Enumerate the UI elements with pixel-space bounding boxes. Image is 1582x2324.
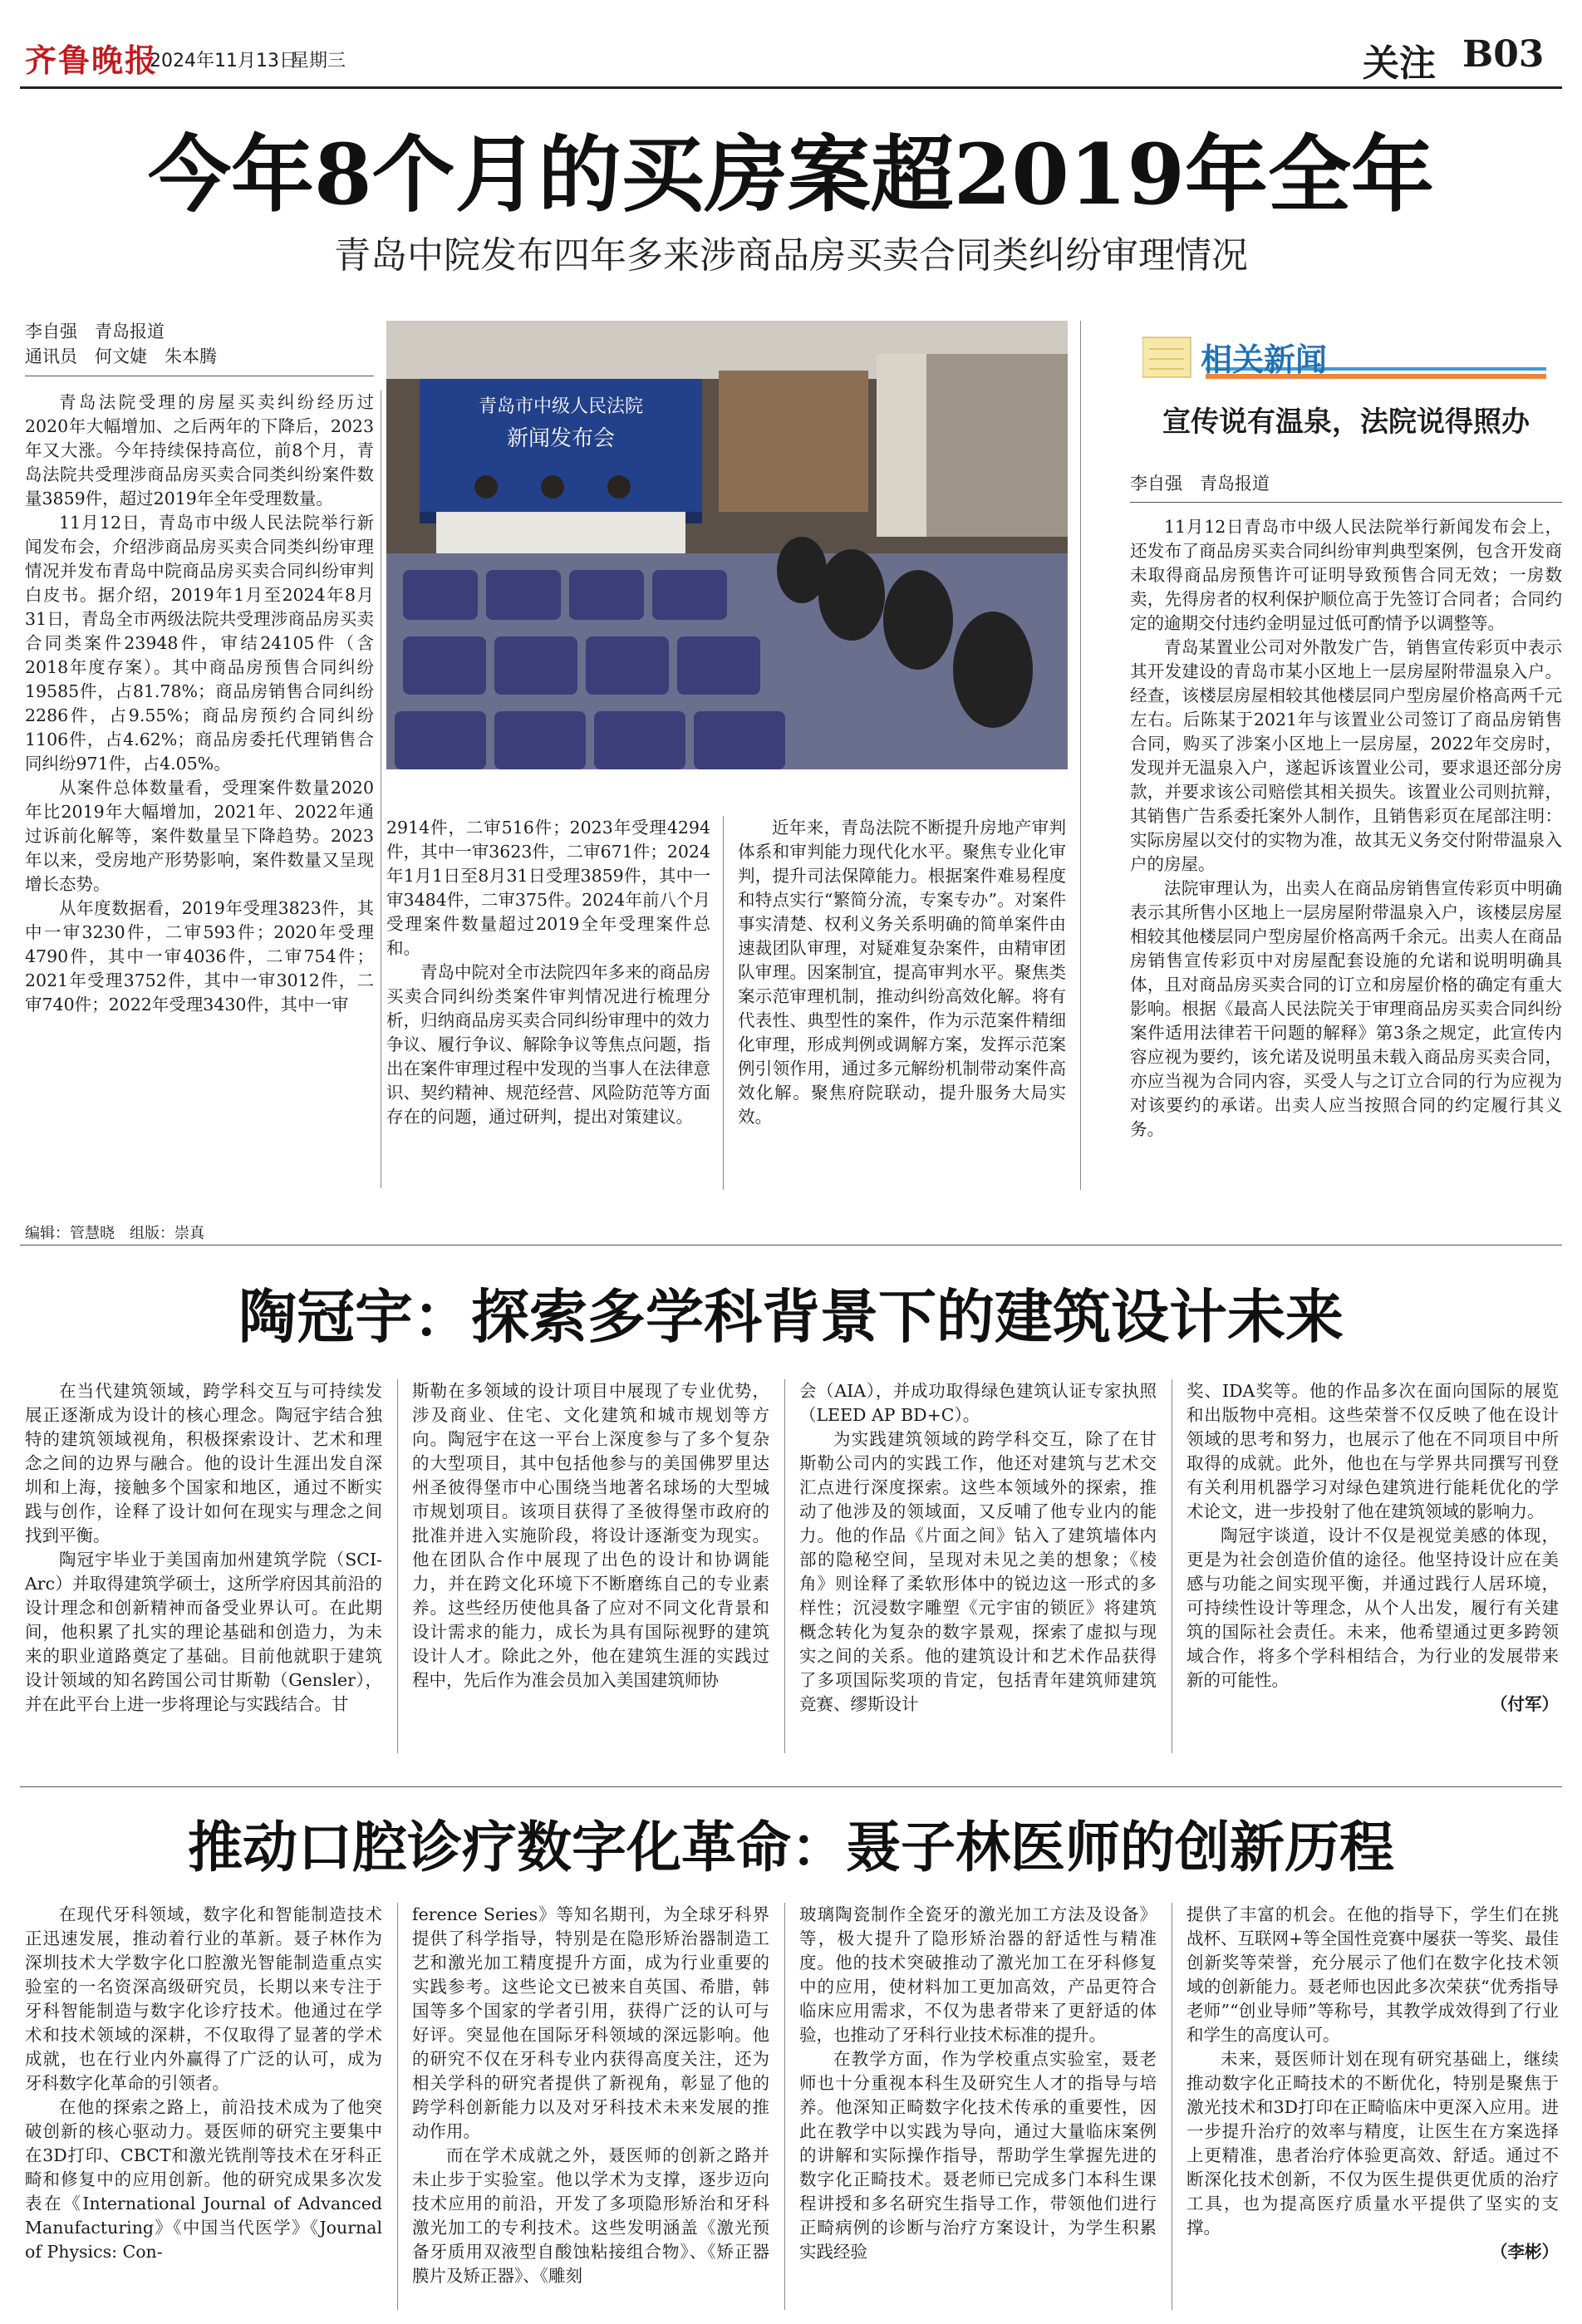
lead-col3-p1: 近年来，青岛法院不断提升房地产审判体系和审判能力现代化水平。聚焦专业化审判，提升司法保障能力。根据案件难易程度和特点实行“繁简分流，专案专办”。对案件事实清楚、权利义务关系明确的简单案件由速裁团队审理，对疑难复杂案件，由精审团队审理。因案制宜，提高审判水平。聚焦类案示范审理机制，推动纠纷高效化解。将有代表性、典型性的案件，作为示范案件精细化审理，形成判例或调解方案，发挥示范案例引领作用，通过多元解纷机制带动案件高效化解。聚焦府院联动，提升服务大局实效。 [738,818,1066,1127]
article2-col4-p1: 奖、IDA奖等。他的作品多次在面向国际的展览和出版物中亮相。这些荣誉不仅反映了他在设计领域的思考和努力，也展示了他在不同项目中所取得的成就。此外，他也在与学界共同撰写刊登有关利用机器学习对绿色建筑进行能耗优化的学术论文，进一步投射了他在建筑领域的影响力。 [1186,1381,1559,1521]
article3-col3-p2: 在教学方面，作为学校重点实验室，聂老师也十分重视本科生及研究生人才的指导与培养。他深知正畸数字化技术传承的重要性，因此在教学中以实践为导向，通过大量临床案例的讲解和实际操作指导，帮助学生掌握先进的数字化正畸技术。聂老师已完成多门本科生课程讲授和多名研究生指导工作，带领他们进行正畸病例的诊断与治疗方案设计，为学生积累实践经验 [799,2049,1157,2262]
article2-column-3 [799,1379,1157,1717]
article3-col2-p1: ference Series》等知名期刊，为全球牙科界提供了科学指导，特别是在隐形矫治器制造工艺和激光加工精度提升方面，成为行业重要的实践参考。这些论文已被来自英国、希腊，韩国等多个国家的学者引用，获得广泛的认可与好评。突显他在国际牙科领域的深远影响。他的研究不仅在牙科专业内获得高度关注，还为相关学科的研究者提供了新视角，彰显了他的跨学科创新能力以及对牙科技术未来发展的推动作用。 [412,1904,769,2141]
related-byline-rule [1130,502,1562,503]
issue-weekday: 星期三 [291,51,346,71]
article2-column-1 [25,1379,382,1717]
lead-col2-p1: 2914件，二审516件；2023年受理4294件，其中一审3623件，二审671件；2024年1月1日至8月31日受理3859件，其中一审3484件，二审375件。2024年前八个月受理案件数量超过2019全年受理案件总和。 [386,818,710,958]
lead-headline: 今年8个月的买房案超2019年全年 [148,125,1434,224]
article3-headline: 推动口腔诊疗数字化革命：聂子林医师的创新历程 [188,1815,1394,1879]
correspondent-line: 通讯员 何文婕 朱本腾 [25,346,217,366]
page-number: B03 [1462,33,1545,76]
issue-date: 2024年11月13日 [150,51,297,71]
related-headline: 宣传说有温泉，法院说得照办 [1162,405,1530,439]
section-rule [20,1786,1562,1787]
article2-col1-p1: 在当代建筑领域，跨学科交互与可持续发展正逐渐成为设计的核心理念。陶冠宇结合独特的建筑领域视角，积极探索设计、艺术和理念之间的边界与融合。他的设计生涯出发自深圳和上海，接触多个国家和地区，通过不断实践与创作，诠释了设计如何在现实与理念之间找到平衡。 [25,1381,382,1545]
related-p2: 青岛某置业公司对外散发广告，销售宣传彩页中表示其开发建设的青岛市某小区地上一层房屋附带温泉入户。经查，该楼层房屋相较其他楼层同户型房屋价格高两千元左右。后陈某于2021年与该置业公司签订了商品房销售合同，购买了涉案小区地上一层房屋，2022年交房时，发现并无温泉入户，遂起诉该置业公司，要求退还部分房款，并要求该公司赔偿其相关损失。该置业公司则抗辩，其销售广告系委托案外人制作，且销售彩页在尾部注明：实际房屋以交付的实物为准，故其无义务交付附带温泉入户的房屋。 [1130,637,1562,874]
column-divider [784,1379,785,1753]
article2-col4-p2: 陶冠宇谈道，设计不仅是视觉美感的体现，更是为社会创造价值的途径。他坚持设计应在美感与功能之间实现平衡，并通过践行人居环境，可持续性设计等理念，从个人出发，履行有关建筑的国际社会责任。未来，他希望通过更多跨领域合作，将多个学科相结合，为行业的发展带来新的可能性。 [1186,1526,1559,1690]
related-p3: 法院审理认为，出卖人在商品房销售宣传彩页中明确表示其所售小区地上一层房屋附带温泉入户，该楼层房屋相较其他楼层同户型房屋价格高两千余元。出卖人在商品房销售宣传彩页中对房屋配套设施的允诺和说明明确具体，且对商品房买卖合同的订立和房屋价格的确定有重大影响。根据《最高人民法院关于审理商品房买卖合同纠纷案件适用法律若干问题的解释》第3条之规定，此宣传内容应视为要约，该允诺及说明虽未载入商品房买卖合同，亦应当视为合同内容，买受人与之订立合同的行为应视为对该要约的承诺。出卖人应当按照合同的约定履行其义务。 [1130,878,1562,1139]
article3-column-3 [799,1903,1157,2264]
article3-column-2 [412,1903,769,2288]
article3-col4-p1: 提供了丰富的机会。在他的指导下，学生们在挑战杯、互联网+等全国性竞赛中屡获一等奖、最佳创新奖等荣誉，充分展示了他们在数字化技术领域的创新能力。聂老师也因此多次荣获“优秀指导老师”“创业导师”等称号，其教学成效得到了行业和学生的高度认可。 [1186,1904,1559,2045]
article3-signature: （李彬） [1491,2242,1559,2262]
lead-column-2 [386,816,710,1129]
lead-byline [25,319,374,369]
article2-col3-p2: 为实践建筑领域的跨学科交互，除了在甘斯勒公司内的实践工作，他还对建筑与艺术交汇点进行深度探索。这些本领域外的探索，推动了他涉及的领域面，又反哺了他专业内的能力。他的作品《片面之间》钻入了建筑墙体内部的隐秘空间，呈现对未见之美的想象；《棱角》则诠释了柔软形体中的锐边这一形式的多样性；沉浸数字雕塑《元宇宙的锁匠》将建筑概念转化为复杂的数字景观，探索了虚拟与现实之间的关系。他的建筑设计和艺术作品获得了多项国际奖项的肯定，包括青年建筑师建筑竞赛、缪斯设计 [799,1429,1157,1714]
article3-col1-p1: 在现代牙科领域，数字化和智能制造技术正迅速发展，推动着行业的革新。聂子林作为深圳技术大学数字化口腔激光智能制造重点实验室的一名资深高级研究员，长期以来专注于牙科智能制造与数字化诊疗技术。他通过在学术和技术领域的深耕，不仅取得了显著的学术成就，也在行业内外赢得了广泛的认可，成为牙科数字化革命的引领者。 [25,1904,382,2093]
press-conference-photo [386,321,1068,769]
related-body [1130,515,1562,1142]
section-rule [20,1245,1562,1246]
related-byline: 李自强 青岛报道 [1130,474,1270,494]
editor-credits: 编辑：管慧晓 组版：崇真 [25,1225,204,1242]
lead-column-3 [738,816,1066,1129]
photo-banner-line1: 青岛市中级人民法院 [478,396,644,417]
article2-col3-p1: 会（AIA），并成功取得绿色建筑认证专家执照（LEED AP BD+C）。 [799,1381,1157,1425]
photo-illustration [386,321,1068,769]
lead-col1-p2: 11月12日，青岛市中级人民法院举行新闻发布会，介绍涉商品房买卖合同类纠纷审理情况并发布青岛中院商品房买卖合同纠纷审判白皮书。据介绍，2019年1月至2024年8月31日，青岛全市两级法院共受理涉商品房买卖合同类案件23948件，审结24105件（含2018年度存案）。其中商品房预售合同纠纷19585件，占81.78%；商品房销售合同纠纷2286件，占9.55%；商品房预约合同纠纷1106件，占4.62%；商品房委托代理销售合同纠纷971件，占4.05%。 [25,513,374,774]
lead-col1-p3: 从案件总体数量看，受理案件数量2020年比2019年大幅增加，2021年、2022年通过诉前化解等，案件数量呈下降趋势。2023年以来，受房地产形势影响，案件数量又呈现增长态势。 [25,778,374,894]
masthead-rule [20,86,1562,89]
lead-col1-p1: 青岛法院受理的房屋买卖纠纷经历过2020年大幅增加、之后两年的下降后，2023年又大涨。今年持续保持高位，前8个月，青岛法院共受理涉商品房买卖合同类纠纷案件数量3859件，超过2019年全年受理数量。 [25,392,374,509]
article2-col1-p2: 陶冠宇毕业于美国南加州建筑学院（SCI-Arc）并取得建筑学硕士，这所学府因其前沿的设计理念和创新精神而备受业界认可。在此期间，他积累了扎实的理论基础和创造力，为未来的职业道路奠定了基础。目前他就职于建筑设计领域的知名跨国公司甘斯勒（Gensler），并在此平台上进一步将理论与实践结合。甘 [25,1550,382,1714]
article3-col2-p2: 而在学术成就之外，聂医师的创新之路并未止步于实验室。他以学术为支撑，逐步迈向技术应用的前沿，开发了多项隐形矫治和牙科激光加工的专利技术。这些发明涵盖《激光预备牙质用双液型自酸蚀粘接组合物》、《矫正器膜片及矫正器》、《雕刻 [412,2145,769,2286]
article2-column-4 [1186,1379,1559,1717]
column-divider [397,1903,398,2310]
related-news-label: 相关新闻 [1201,341,1328,378]
section-label: 关注 [1363,42,1436,85]
article3-column-4 [1186,1903,1559,2264]
column-divider [1080,321,1081,1190]
lead-subheadline: 青岛中院发布四年多来涉商品房买卖合同类纠纷审理情况 [334,234,1248,277]
article2-column-2 [412,1379,769,1693]
column-divider [784,1903,785,2310]
article3-col4-p2: 未来，聂医师计划在现有研究基础上，继续推动数字化正畸技术的不断优化，特别是聚焦于激光技术和3D打印在正畸临床中更深入应用。进一步提升治疗的效率与精度，让医生在方案选择上更精准，患者治疗体验更高效、舒适。通过不断深化技术创新，不仅为医生提供更优质的治疗工具，也为提高医疗质量水平提供了坚实的支撑。 [1186,2049,1559,2238]
lead-col2-p2: 青岛中院对全市法院四年多来的商品房买卖合同纠纷类案件审判情况进行梳理分析，归纳商品房买卖合同纠纷审理中的效力争议、履行争议、解除争议等焦点问题，指出在案件审理过程中发现的当事人在法律意识、契约精神、规范经营、风险防范等方面存在的问题，通过研判，提出对策建议。 [386,962,710,1127]
article2-col2-p1: 斯勒在多领域的设计项目中展现了专业优势，涉及商业、住宅、文化建筑和城市规划等方向。陶冠宇在这一平台上深度参与了多个复杂的大型项目，其中包括他参与的美国佛罗里达州圣彼得堡市中心围绕当地著名球场的大型城市规划项目。该项目获得了圣彼得堡市政府的批准并进入实施阶段，将设计逐渐变为现实。他在团队合作中展现了出色的设计和协调能力，并在跨文化环境下不断磨练自己的专业素养。这些经历使他具备了应对不同文化背景和设计需求的能力，成长为具有国际视野的建筑设计人才。除此之外，他在建筑生涯的实践过程中，先后作为准会员加入美国建筑师协 [412,1381,769,1690]
article3-col1-p2: 在他的探索之路上，前沿技术成为了他突破创新的核心驱动力。聂医师的研究主要集中在3D打印、CBCT和激光铣削等技术在牙科正畸和修复中的应用创新。他的研究成果多次发表在《International Journal of Advanced Manufacturing》《中国当代医学》《Journal of Physics: Con- [25,2097,382,2262]
column-divider [397,1379,398,1753]
related-p1: 11月12日青岛市中级人民法院举行新闻发布会上，还发布了商品房买卖合同纠纷审判典型案例，包含开发商未取得商品房预售许可证明导致预售合同无效；一房数卖，先得房者的权利保护顺位高于先签订合同者；合同约定的逾期交付违约金明显过低可酌情予以调整等。 [1130,517,1562,633]
article2-headline: 陶冠宇：探索多学科背景下的建筑设计未来 [238,1282,1344,1351]
lead-col1-p4: 从年度数据看，2019年受理3823件，其中一审3230件，二审593件；2020年受理4790件，其中一审4036件，二审754件；2021年受理3752件，其中一审3012件，二审740件；2022年受理3430件，其中一审 [25,898,374,1015]
photo-banner-line2: 新闻发布会 [506,426,616,451]
lead-column-1 [25,391,374,1017]
article3-column-1 [25,1903,382,2264]
article2-signature: （付军） [1491,1694,1559,1714]
reporter-line: 李自强 青岛报道 [25,322,165,341]
column-divider [723,816,724,1190]
newspaper-logo: 齐鲁晚报 [25,42,159,79]
article3-col3-p1: 玻璃陶瓷制作全瓷牙的激光加工方法及设备》等，极大提升了隐形矫治器的舒适性与精准度。他的技术突破推动了激光加工在牙科修复中的应用，使材料加工更加高效，产品更符合临床应用需求，不仅为患者带来了更舒适的体验，也推动了牙科行业技术标准的提升。 [799,1904,1157,2045]
